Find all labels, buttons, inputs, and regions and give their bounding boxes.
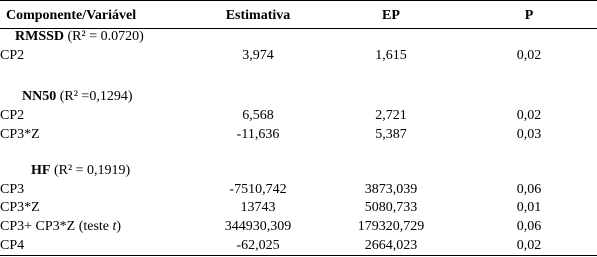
header-p: P xyxy=(524,8,534,23)
table-top-rule xyxy=(0,0,597,1)
row-estimate: -7510,742 xyxy=(229,182,287,197)
row-estimate: 13743 xyxy=(240,200,276,215)
row-component: CP3*Z xyxy=(0,127,40,142)
group-title-rmssd xyxy=(15,29,144,45)
header-component: Componente/Variável xyxy=(6,8,137,23)
row-estimate: 6,568 xyxy=(242,108,274,123)
row-component: CP2 xyxy=(0,48,25,63)
row-estimate: 3,974 xyxy=(242,48,274,63)
row-component: CP3*Z xyxy=(0,200,40,215)
row-p: 0,06 xyxy=(516,182,542,197)
group-title-nn50 xyxy=(22,89,133,105)
group-title-hf xyxy=(31,163,130,179)
group-r2: (R² = 0.0720) xyxy=(67,29,144,44)
table-bottom-rule xyxy=(0,255,597,256)
row-p: 0,02 xyxy=(516,48,542,63)
group-r2: (R² =0,1294) xyxy=(59,89,133,104)
row-component: CP4 xyxy=(0,238,25,253)
t-test-symbol: t xyxy=(112,219,117,234)
row-ep: 5,387 xyxy=(375,127,407,142)
row-estimate: -11,636 xyxy=(236,127,280,142)
row-ep: 3873,039 xyxy=(364,182,418,197)
header-estimate: Estimativa xyxy=(225,8,291,23)
header-ep: EP xyxy=(382,8,400,23)
row-ep: 2664,023 xyxy=(364,238,418,253)
row-p: 0,01 xyxy=(516,200,542,215)
group-name: HF xyxy=(31,163,51,178)
row-component: CP3 xyxy=(0,182,25,197)
row-ep: 179320,729 xyxy=(357,219,425,234)
group-name: NN50 xyxy=(22,89,57,104)
row-p: 0,02 xyxy=(516,238,542,253)
row-ep: 5080,733 xyxy=(364,200,418,215)
group-r2: (R² = 0,1919) xyxy=(53,163,131,178)
row-estimate: 344930,309 xyxy=(224,219,292,234)
row-component: CP2 xyxy=(0,108,25,123)
row-component-combined xyxy=(0,219,121,235)
row-p: 0,03 xyxy=(516,127,542,142)
row-ep: 1,615 xyxy=(375,48,407,63)
row-ep: 2,721 xyxy=(375,108,407,123)
group-name: RMSSD xyxy=(15,29,65,44)
row-p: 0,02 xyxy=(516,108,542,123)
row-component-suffix: ) xyxy=(116,219,122,234)
row-component: CP3+ CP3*Z (teste xyxy=(0,219,113,234)
row-p: 0,06 xyxy=(516,219,542,234)
row-estimate: -62,025 xyxy=(236,238,280,253)
